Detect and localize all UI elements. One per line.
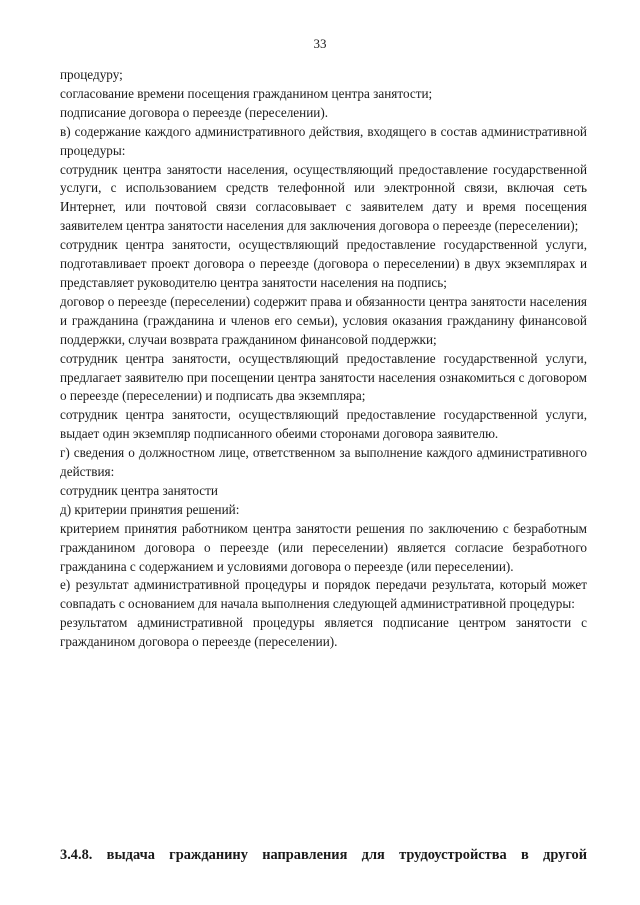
paragraph: согласование времени посещения гражданином центра занятости; xyxy=(60,85,433,101)
paragraph: результатом административной процедуры является подписание центром занятости с гражданином договора о переезде (переселении). xyxy=(60,615,587,650)
paragraph: д) критерии принятия решений: xyxy=(60,501,240,517)
paragraph: сотрудник центра занятости xyxy=(60,482,218,498)
paragraph: в) содержание каждого административного действия, входящего в состав административной процедуры: xyxy=(60,123,587,158)
paragraph: подписание договора о переезде (переселении). xyxy=(60,104,329,120)
paragraph: г) сведения о должностном лице, ответственном за выполнение каждого административного действия: xyxy=(60,445,587,480)
paragraph: сотрудник центра занятости, осуществляющий предоставление государственной услуги, подготавливает проект договора о переезде (договора о переселении) в двух экземплярах и представляет руководителю центра занятости населения на подпись; xyxy=(60,237,587,290)
paragraph: сотрудник центра занятости, осуществляющий предоставление государственной услуги, выдает один экземпляр подписанного обеими сторонами договора заявителю. xyxy=(60,407,587,442)
body-text xyxy=(60,66,587,652)
paragraph: критерием принятия работником центра занятости решения по заключению с безработным гражданином договора о переезде (или переселении) является согласие безработного гражданина с содержанием и условиями договора о переезде (или переселении). xyxy=(60,520,587,574)
paragraph: е) результат административной процедуры и порядок передачи результата, который может совпадать с основанием для начала выполнения следующей административной процедуры: xyxy=(60,577,587,612)
paragraph: процедуру; xyxy=(60,67,123,82)
page-number: 33 xyxy=(313,36,327,51)
section-heading: 3.4.8. выдача гражданину направления для трудоустройства в другой xyxy=(60,847,587,863)
paragraph: сотрудник центра занятости населения, осуществляющий предоставление государственной услуги, с использованием средств телефонной или электронной связи, включая сеть Интернет, или почтовой связи согласовывает с заявителем дату и время посещения заявителем центра занятости населения для заключения договора о переезде (переселении); xyxy=(60,161,587,234)
paragraph: договор о переезде (переселении) содержит права и обязанности центра занятости населения и гражданина (гражданина и членов его семьи), условия оказания гражданину финансовой поддержки, случаи возврата гражданином финансовой поддержки; xyxy=(60,293,587,347)
paragraph: сотрудник центра занятости, осуществляющий предоставление государственной услуги, предлагает заявителю при посещении центра занятости населения ознакомиться с договором о переезде (переселении) и подписать два экземпляра; xyxy=(60,350,587,404)
